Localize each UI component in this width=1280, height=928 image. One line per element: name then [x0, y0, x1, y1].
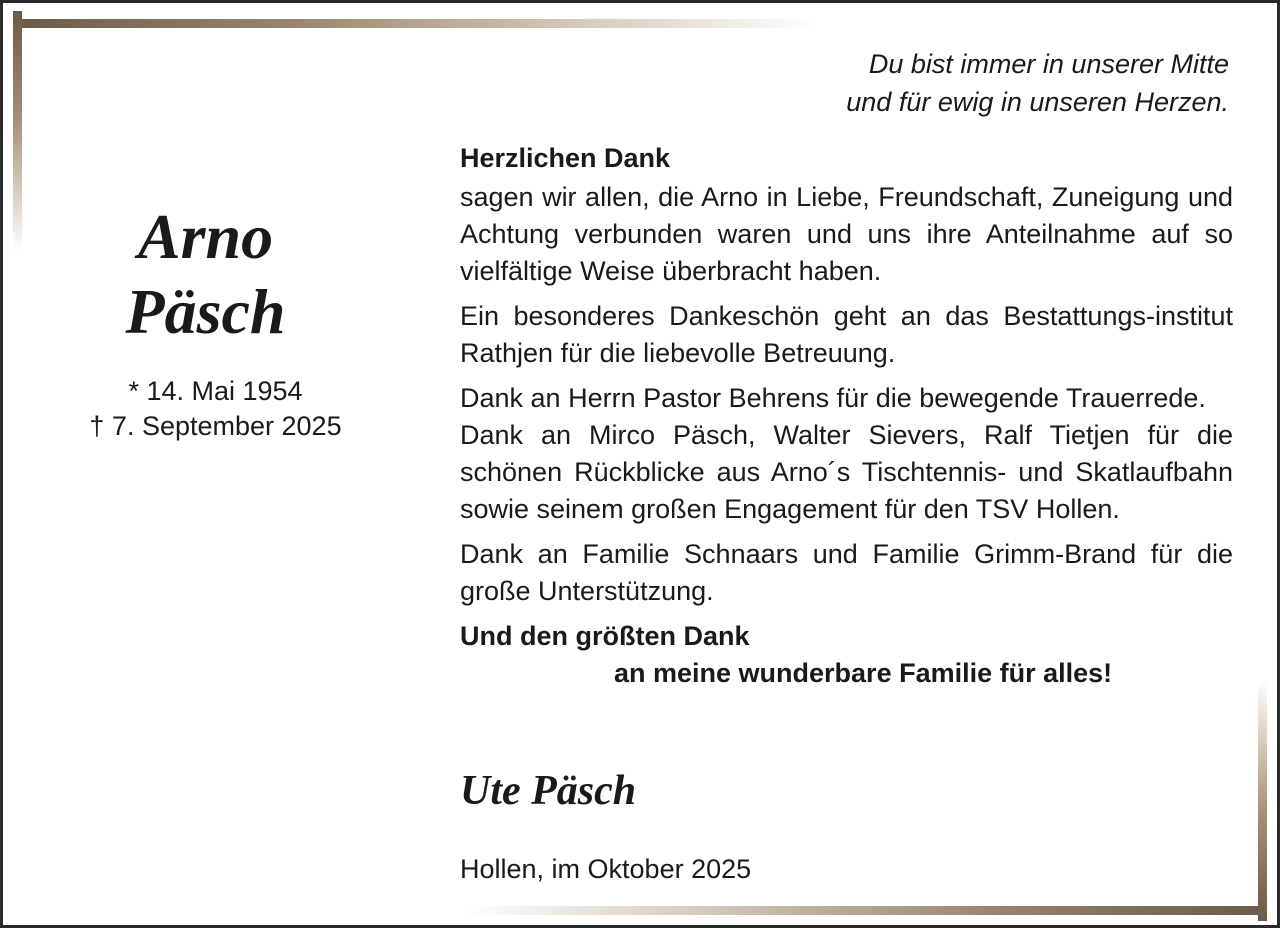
thanks-paragraph-3: Dank an Herrn Pastor Behrens für die bewegende Trauerrede. [460, 383, 1206, 413]
thanks-paragraph-1: sagen wir allen, die Arno in Liebe, Freundschaft, Zuneigung und Achtung verbunden waren und uns ihre Anteilnahme auf so vielfältige Weise überbracht haben. [460, 182, 1233, 286]
frame-bar-top [13, 19, 813, 28]
signature: Ute Päsch [460, 768, 637, 814]
memorial-quote [629, 45, 1229, 121]
frame-bar-right [1258, 681, 1267, 921]
final-thanks-line-2: an meine wunderbare Familie für alles! [614, 658, 1113, 688]
thanks-text [460, 140, 1233, 692]
final-thanks-line-1: Und den größten Dank [460, 621, 750, 651]
thanks-paragraph-4: Dank an Mirco Päsch, Walter Sievers, Ralf Tietjen für die schönen Rückblicke aus Arno´s Tischtennis- und Skatlaufbahn sowie seinem großen Engagement für den TSV Hollen. [460, 420, 1233, 524]
frame-bar-bottom [467, 906, 1267, 915]
quote-line-1: Du bist immer in unserer Mitte [868, 49, 1229, 79]
quote-line-2: und für ewig in unseren Herzen. [846, 87, 1229, 117]
thanks-paragraph-2: Ein besonderes Dankeschön geht an das Bestattungs-institut Rathjen für die liebevolle Betreuung. [460, 301, 1233, 368]
frame-bar-left [13, 11, 22, 251]
thanks-heading: Herzlichen Dank [460, 143, 671, 173]
deceased-last-name: Päsch [125, 276, 286, 347]
deceased-first-name: Arno [137, 201, 274, 272]
birth-date: * 14. Mai 1954 [128, 376, 303, 406]
thanks-paragraph-5: Dank an Familie Schnaars und Familie Grimm-Brand für die große Unterstützung. [460, 539, 1233, 606]
death-date: † 7. September 2025 [89, 411, 342, 441]
place-date: Hollen, im Oktober 2025 [460, 854, 752, 884]
